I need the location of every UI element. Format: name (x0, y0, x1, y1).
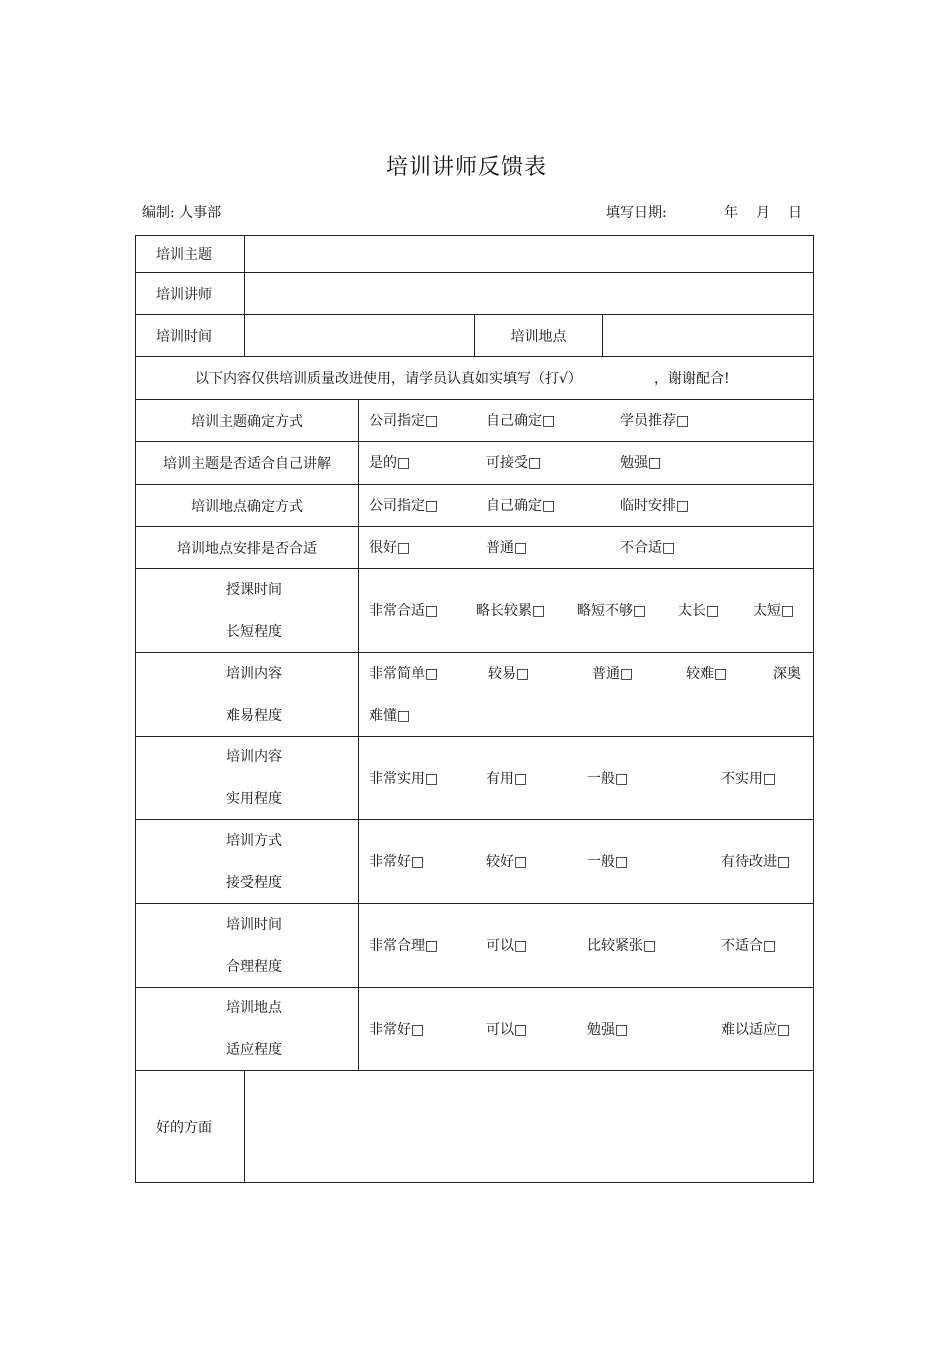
option-checkbox[interactable]: 普通□ (486, 540, 528, 556)
option-checkbox[interactable]: 深奥 (773, 666, 801, 682)
topic-field[interactable] (245, 236, 813, 272)
notice-thanks: ，谢谢配合! (654, 371, 730, 387)
option-checkbox[interactable]: 太短□ (753, 603, 795, 619)
option-checkbox[interactable]: 非常实用□ (369, 771, 439, 787)
question-row (136, 569, 813, 653)
question-label (136, 569, 359, 652)
location-field[interactable] (603, 315, 813, 356)
date-month[interactable]: 月 (756, 205, 770, 221)
question-label-line1: 培训时间 (226, 916, 282, 933)
page-title: 培训讲师反馈表 (385, 155, 547, 180)
row-time-location (136, 315, 813, 357)
location-label: 培训地点 (475, 315, 603, 356)
question-options (359, 820, 813, 903)
question-options (359, 653, 813, 736)
question-row (136, 442, 813, 485)
option-checkbox[interactable]: 略长较累□ (476, 603, 546, 619)
question-row (136, 400, 813, 442)
time-label: 培训时间 (136, 315, 245, 356)
topic-label: 培训主题 (136, 236, 245, 272)
notice-cell (136, 357, 813, 399)
lecturer-field[interactable] (245, 273, 813, 314)
question-options (359, 527, 813, 568)
question-label-line1: 培训内容 (226, 749, 282, 765)
question-label: 培训地点安排是否合适 (136, 527, 359, 568)
option-checkbox[interactable]: 不适合□ (721, 938, 777, 954)
option-checkbox[interactable]: 勉强□ (587, 1022, 629, 1038)
question-row (136, 820, 813, 904)
fill-date (606, 202, 816, 222)
question-label-line2: 长短程度 (226, 623, 282, 640)
question-label (136, 653, 359, 736)
option-checkbox[interactable]: 一般□ (587, 854, 629, 870)
question-label-line2: 接受程度 (226, 874, 282, 891)
question-label-line1: 培训地点 (226, 1000, 282, 1016)
notice-text: 以下内容仅供培训质量改进使用，请学员认真如实填写（打√） (195, 371, 582, 387)
option-checkbox[interactable]: 太长□ (678, 603, 720, 619)
option-checkbox[interactable]: 比较紧张□ (587, 938, 657, 954)
question-label: 培训主题确定方式 (136, 400, 359, 441)
option-checkbox[interactable]: 略短不够□ (577, 603, 647, 619)
row-notice (136, 357, 813, 400)
time-field[interactable] (245, 315, 475, 356)
question-label-line1: 授课时间 (226, 581, 282, 598)
option-checkbox[interactable]: 较难□ (686, 666, 728, 682)
question-label-line2: 难易程度 (226, 707, 282, 724)
question-options (359, 485, 813, 526)
option-checkbox[interactable]: 非常好□ (369, 854, 425, 870)
option-checkbox[interactable]: 公司指定□ (369, 498, 439, 514)
option-checkbox[interactable]: 非常合理□ (369, 938, 439, 954)
compiler-label: 编制: (142, 205, 175, 221)
option-checkbox[interactable]: 很好□ (369, 540, 411, 556)
good-aspects-field[interactable] (245, 1071, 813, 1182)
option-checkbox[interactable]: 自己确定□ (486, 498, 556, 514)
option-checkbox[interactable]: 非常好□ (369, 1022, 425, 1038)
option-checkbox[interactable]: 普通□ (592, 666, 634, 682)
row-good-aspects (136, 1071, 813, 1182)
good-aspects-label: 好的方面 (136, 1071, 245, 1182)
row-lecturer (136, 273, 813, 315)
question-options (359, 737, 813, 819)
question-options (359, 904, 813, 987)
question-label-line2: 合理程度 (226, 958, 282, 975)
question-options (359, 988, 813, 1070)
option-checkbox[interactable]: 临时安排□ (620, 498, 690, 514)
option-checkbox[interactable]: 非常简单□ (369, 666, 439, 682)
lecturer-label: 培训讲师 (136, 273, 245, 314)
option-checkbox[interactable]: 不实用□ (721, 771, 777, 787)
option-checkbox[interactable]: 较好□ (486, 854, 528, 870)
question-label (136, 988, 359, 1070)
question-label (136, 737, 359, 819)
question-label (136, 904, 359, 987)
option-checkbox[interactable]: 不合适□ (620, 540, 676, 556)
question-label-line2: 适应程度 (226, 1042, 282, 1058)
option-checkbox[interactable]: 学员推荐□ (620, 413, 690, 429)
question-options (359, 442, 813, 484)
option-checkbox[interactable]: 可接受□ (486, 455, 542, 471)
question-options (359, 400, 813, 441)
question-row (136, 653, 813, 737)
question-label (136, 820, 359, 903)
question-row (136, 485, 813, 527)
question-label-line1: 培训方式 (226, 832, 282, 849)
row-topic (136, 236, 813, 273)
option-checkbox[interactable]: 较易□ (488, 666, 530, 682)
option-checkbox[interactable]: 难以适应□ (721, 1022, 791, 1038)
option-checkbox[interactable]: 勉强□ (620, 455, 662, 471)
option-checkbox[interactable]: 公司指定□ (369, 413, 439, 429)
question-label: 培训主题是否适合自己讲解 (136, 442, 359, 484)
option-checkbox[interactable]: 非常合适□ (369, 603, 439, 619)
question-label-line1: 培训内容 (226, 665, 282, 682)
option-checkbox[interactable]: 可以□ (486, 938, 528, 954)
date-day[interactable]: 日 (788, 205, 802, 221)
compiler-info (142, 202, 221, 222)
compiler-value: 人事部 (179, 205, 222, 221)
option-checkbox[interactable]: 难懂□ (369, 708, 411, 724)
date-year[interactable]: 年 (724, 205, 738, 221)
option-checkbox[interactable]: 可以□ (486, 1022, 528, 1038)
option-checkbox[interactable]: 有用□ (486, 771, 528, 787)
question-row (136, 737, 813, 820)
question-row (136, 988, 813, 1071)
option-checkbox[interactable]: 有待改进□ (721, 854, 791, 870)
option-checkbox[interactable]: 是的□ (369, 455, 411, 471)
question-row (136, 904, 813, 988)
option-checkbox[interactable]: 自己确定□ (486, 413, 556, 429)
option-checkbox[interactable]: 一般□ (587, 771, 629, 787)
question-label: 培训地点确定方式 (136, 485, 359, 526)
question-label-line2: 实用程度 (226, 791, 282, 807)
question-options (359, 569, 813, 652)
date-label: 填写日期: (606, 205, 667, 221)
question-row (136, 527, 813, 569)
feedback-form (135, 235, 814, 1183)
